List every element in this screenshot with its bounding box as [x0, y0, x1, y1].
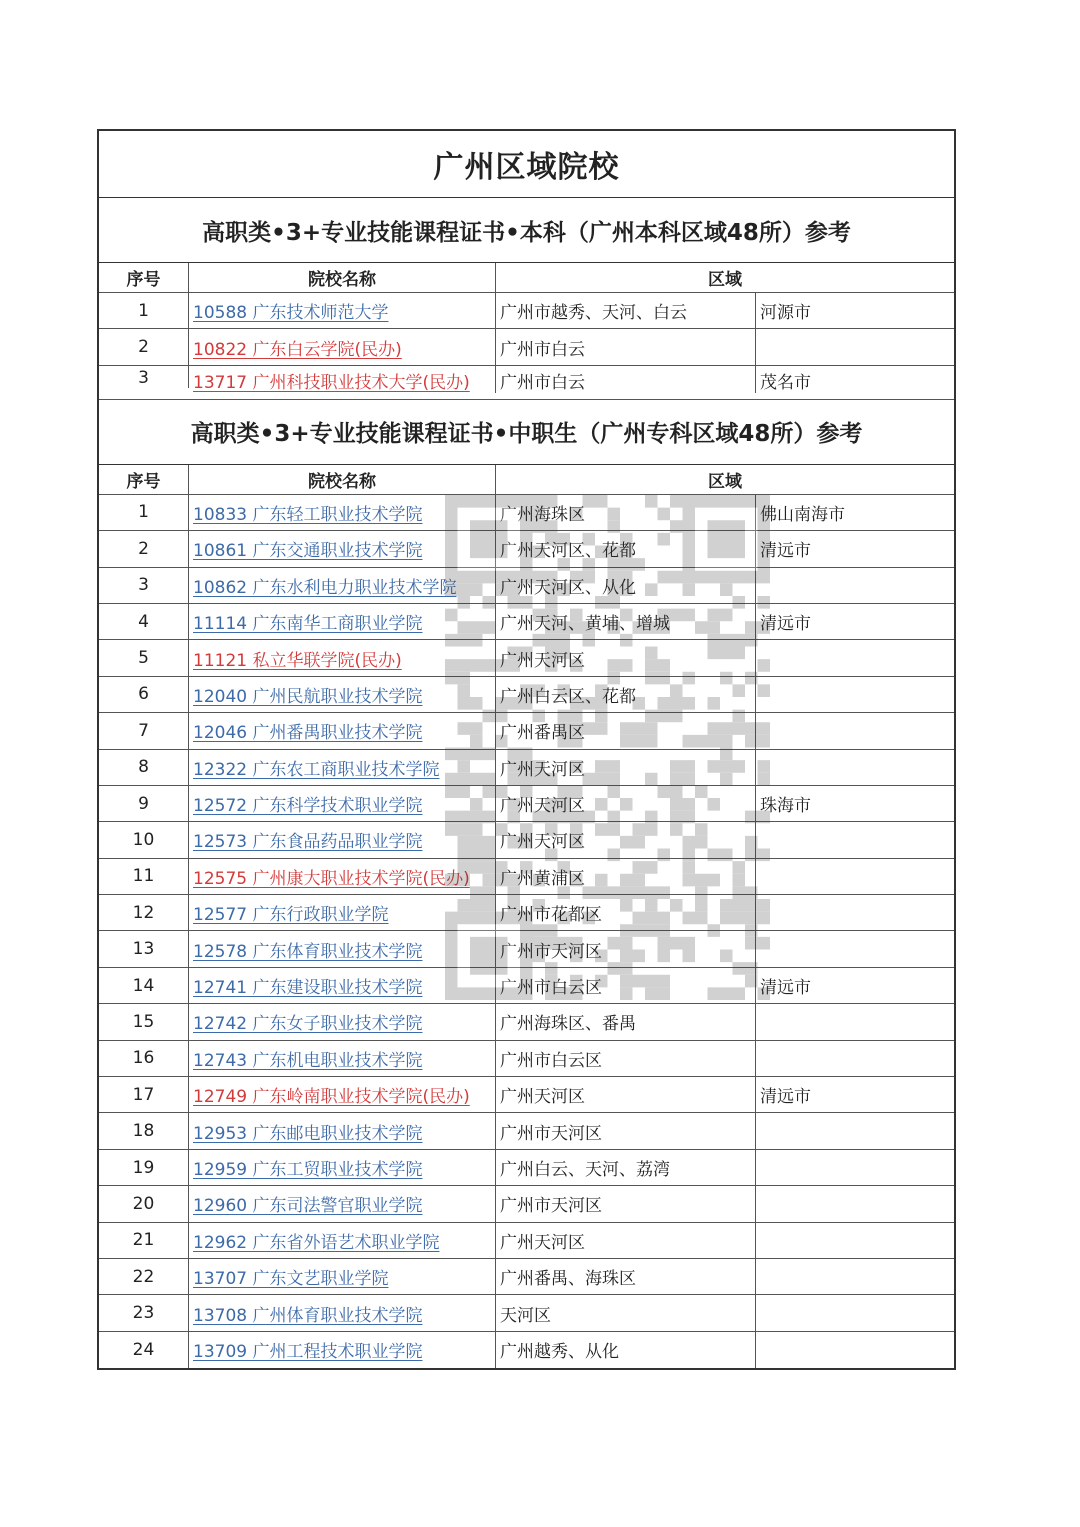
school-name-cell [189, 786, 496, 821]
school-link[interactable]: 12040 广州民航职业技术学院 [193, 686, 423, 707]
region-cell: 广州市白云区 [496, 1041, 756, 1076]
school-link[interactable]: 12322 广东农工商职业技术学院 [193, 759, 440, 780]
table-row [99, 1004, 954, 1040]
extra-region-cell [756, 677, 954, 712]
region-cell: 广州白云区、花都 [496, 677, 756, 712]
school-name-cell [189, 822, 496, 857]
extra-region-cell [756, 1259, 954, 1294]
extra-region-cell [756, 713, 954, 748]
school-name-cell [189, 968, 496, 1003]
row-number: 14 [99, 968, 189, 1003]
school-link[interactable]: 12572 广东科学技术职业学院 [193, 796, 423, 817]
row-number: 17 [99, 1077, 189, 1112]
school-name-cell [189, 604, 496, 639]
row-number: 10 [99, 822, 189, 857]
school-name-cell [189, 1295, 496, 1330]
region-cell: 广州天河、黄埔、增城 [496, 604, 756, 639]
region-cell: 广州市花都区 [496, 895, 756, 930]
row-number: 22 [99, 1259, 189, 1294]
region-cell: 广州番禺、海珠区 [496, 1259, 756, 1294]
table-row [99, 822, 954, 858]
school-link[interactable]: 11114 广东南华工商职业学院 [193, 614, 423, 635]
table-row [99, 1041, 954, 1077]
school-link[interactable]: 12577 广东行政职业学院 [193, 905, 389, 926]
extra-region-cell: 佛山南海市 [760, 504, 845, 525]
school-link[interactable]: 12959 广东工贸职业技术学院 [193, 1160, 423, 1180]
region-cell: 广州番禺区 [496, 713, 756, 748]
table-row [99, 895, 954, 931]
extra-region-cell: 河源市 [760, 303, 811, 324]
row-number: 18 [99, 1113, 189, 1148]
extra-region-cell: 珠海市 [760, 796, 811, 817]
row-number: 21 [99, 1223, 189, 1258]
row-number: 9 [99, 786, 189, 821]
region-cell: 广州市白云 [496, 366, 756, 393]
table-row [99, 931, 954, 967]
row-number: 1 [99, 293, 189, 328]
extra-region-cell: 清远市 [760, 978, 811, 999]
table-row [99, 677, 954, 713]
school-name-cell [189, 531, 496, 566]
school-link[interactable]: 13707 广东文艺职业学院 [193, 1269, 389, 1290]
school-link[interactable]: 10822 广东白云学院(民办) [193, 339, 402, 360]
table-row [99, 1259, 954, 1295]
school-name-cell [189, 1332, 496, 1368]
row-number: 4 [99, 604, 189, 639]
school-name-cell [189, 640, 496, 675]
extra-region-cell [756, 1004, 954, 1039]
region-cell: 广州海珠区 [496, 495, 756, 530]
region-cell: 广州天河区 [496, 640, 756, 675]
extra-region-cell [756, 750, 954, 785]
table-row [99, 1295, 954, 1331]
school-name-cell [189, 1150, 496, 1185]
extra-region-cell [756, 329, 954, 364]
school-link[interactable]: 12749 广东岭南职业技术学院(民办) [193, 1087, 470, 1108]
extra-region-cell [756, 568, 954, 603]
row-number: 2 [99, 329, 189, 364]
school-link[interactable]: 13717 广州科技职业技术大学(民办) [193, 372, 470, 393]
region-cell: 广州市天河区 [496, 1186, 756, 1221]
school-name-cell [189, 1223, 496, 1258]
extra-region-cell [756, 1295, 954, 1330]
row-number: 20 [99, 1186, 189, 1221]
extra-region-cell [756, 1186, 954, 1221]
region-cell: 广州白云、天河、荔湾 [496, 1150, 756, 1185]
row-number: 24 [99, 1332, 189, 1368]
school-name-cell [189, 895, 496, 930]
table-header-row [99, 465, 954, 495]
school-link[interactable]: 11121 私立华联学院(民办) [193, 650, 402, 671]
header-region: 区域 [708, 270, 742, 290]
school-name-cell [189, 859, 496, 894]
school-link[interactable]: 12578 广东体育职业技术学院 [193, 941, 423, 962]
row-number: 6 [99, 677, 189, 712]
schools-table [97, 129, 956, 1370]
table-row [99, 1186, 954, 1222]
school-name-cell [189, 293, 496, 328]
region-cell: 广州天河区、花都 [496, 531, 756, 566]
extra-region-cell: 清远市 [760, 541, 811, 562]
extra-region-cell [756, 1332, 954, 1368]
header-no: 序号 [99, 465, 189, 494]
region-cell: 广州市越秀、天河、白云 [496, 293, 756, 328]
row-number: 8 [99, 750, 189, 785]
school-name-cell [189, 495, 496, 530]
school-link[interactable]: 13708 广州体育职业技术学院 [193, 1305, 423, 1326]
row-number: 3 [99, 366, 189, 388]
row-number: 7 [99, 713, 189, 748]
school-link[interactable]: 10833 广东轻工职业技术学院 [193, 504, 423, 525]
school-link[interactable]: 13709 广州工程技术职业学院 [193, 1342, 423, 1363]
region-cell: 天河区 [496, 1295, 756, 1330]
table-row [99, 329, 954, 365]
school-name-cell [189, 568, 496, 603]
region-cell: 广州市天河区 [496, 931, 756, 966]
region-cell: 广州天河区 [496, 786, 756, 821]
row-number: 12 [99, 895, 189, 930]
row-number: 11 [99, 859, 189, 894]
extra-region-cell [756, 1150, 954, 1185]
region-cell: 广州市白云 [496, 329, 756, 364]
table-row [99, 968, 954, 1004]
region-cell: 广州越秀、从化 [496, 1332, 756, 1368]
table-row [99, 568, 954, 604]
extra-region-cell: 清远市 [760, 1087, 811, 1108]
region-cell: 广州天河区 [496, 1077, 756, 1112]
region-cell: 广州市白云区 [496, 968, 756, 1003]
row-number: 3 [99, 568, 189, 603]
school-name-cell [189, 329, 496, 364]
school-name-cell [189, 1113, 496, 1148]
school-link[interactable]: 12743 广东机电职业技术学院 [193, 1050, 423, 1071]
table-row [99, 859, 954, 895]
region-cell: 广州天河区 [496, 1223, 756, 1258]
region-cell: 广州天河区 [496, 822, 756, 857]
region-cell: 广州市天河区 [496, 1113, 756, 1148]
school-name-cell [189, 1041, 496, 1076]
school-name-cell [189, 1077, 496, 1112]
table-header-row [99, 263, 954, 293]
table-row [99, 604, 954, 640]
row-number: 5 [99, 640, 189, 675]
school-name-cell [189, 677, 496, 712]
table-sections [99, 198, 954, 1368]
extra-region-cell [756, 859, 954, 894]
school-link[interactable]: 10588 广东技术师范大学 [193, 303, 389, 324]
school-name-cell [189, 931, 496, 966]
school-link[interactable]: 12573 广东食品药品职业学院 [193, 832, 423, 853]
header-name: 院校名称 [189, 465, 496, 494]
region-cell: 广州天河区 [496, 750, 756, 785]
extra-region-cell [756, 1113, 954, 1148]
row-number: 23 [99, 1295, 189, 1330]
row-number: 1 [99, 495, 189, 530]
school-link[interactable]: 12575 广州康大职业技术学院(民办) [193, 868, 470, 889]
header-region: 区域 [708, 471, 742, 492]
school-link[interactable]: 12962 广东省外语艺术职业学院 [193, 1232, 440, 1253]
section-title: 高职类•3+专业技能课程证书•中职生（广州专科区域48所）参考 [99, 400, 954, 465]
row-number: 19 [99, 1150, 189, 1185]
section-title: 高职类•3+专业技能课程证书•本科（广州本科区域48所）参考 [99, 198, 954, 263]
table-row [99, 1223, 954, 1259]
table-row [99, 495, 954, 531]
header-no: 序号 [99, 263, 189, 292]
school-name-cell [189, 1259, 496, 1294]
table-row [99, 1332, 954, 1368]
row-number: 13 [99, 931, 189, 966]
region-cell: 广州海珠区、番禺 [496, 1004, 756, 1039]
school-link[interactable]: 12953 广东邮电职业技术学院 [193, 1123, 423, 1144]
extra-region-cell [756, 822, 954, 857]
region-cell: 广州黄浦区 [496, 859, 756, 894]
extra-region-cell [756, 1041, 954, 1076]
extra-region-cell: 清远市 [760, 614, 811, 635]
school-name-cell [189, 713, 496, 748]
table-row [99, 713, 954, 749]
region-cell: 广州天河区、从化 [496, 568, 756, 603]
table-row [99, 366, 954, 400]
extra-region-cell [756, 640, 954, 675]
school-link[interactable]: 12046 广州番禺职业技术学院 [193, 723, 423, 744]
school-link[interactable]: 12742 广东女子职业技术学院 [193, 1014, 423, 1035]
school-link[interactable]: 10861 广东交通职业技术学院 [193, 541, 423, 562]
row-number: 15 [99, 1004, 189, 1039]
page-title: 广州区域院校 [99, 131, 954, 198]
school-name-cell [189, 1186, 496, 1221]
extra-region-cell [756, 1223, 954, 1258]
table-row [99, 750, 954, 786]
school-name-cell [189, 750, 496, 785]
header-name: 院校名称 [189, 263, 496, 292]
extra-region-cell: 茂名市 [760, 372, 811, 393]
school-name-cell [189, 366, 496, 393]
extra-region-cell [756, 895, 954, 930]
table-row [99, 1077, 954, 1113]
school-link[interactable]: 10862 广东水利电力职业技术学院 [193, 577, 457, 598]
table-row [99, 786, 954, 822]
table-row [99, 1113, 954, 1149]
row-number: 2 [99, 531, 189, 566]
school-link[interactable]: 12741 广东建设职业技术学院 [193, 978, 423, 999]
school-link[interactable]: 12960 广东司法警官职业学院 [193, 1196, 423, 1217]
table-row [99, 531, 954, 567]
table-row [99, 1150, 954, 1186]
table-row [99, 640, 954, 676]
table-row [99, 293, 954, 329]
school-name-cell [189, 1004, 496, 1039]
extra-region-cell [756, 931, 954, 966]
row-number: 16 [99, 1041, 189, 1076]
